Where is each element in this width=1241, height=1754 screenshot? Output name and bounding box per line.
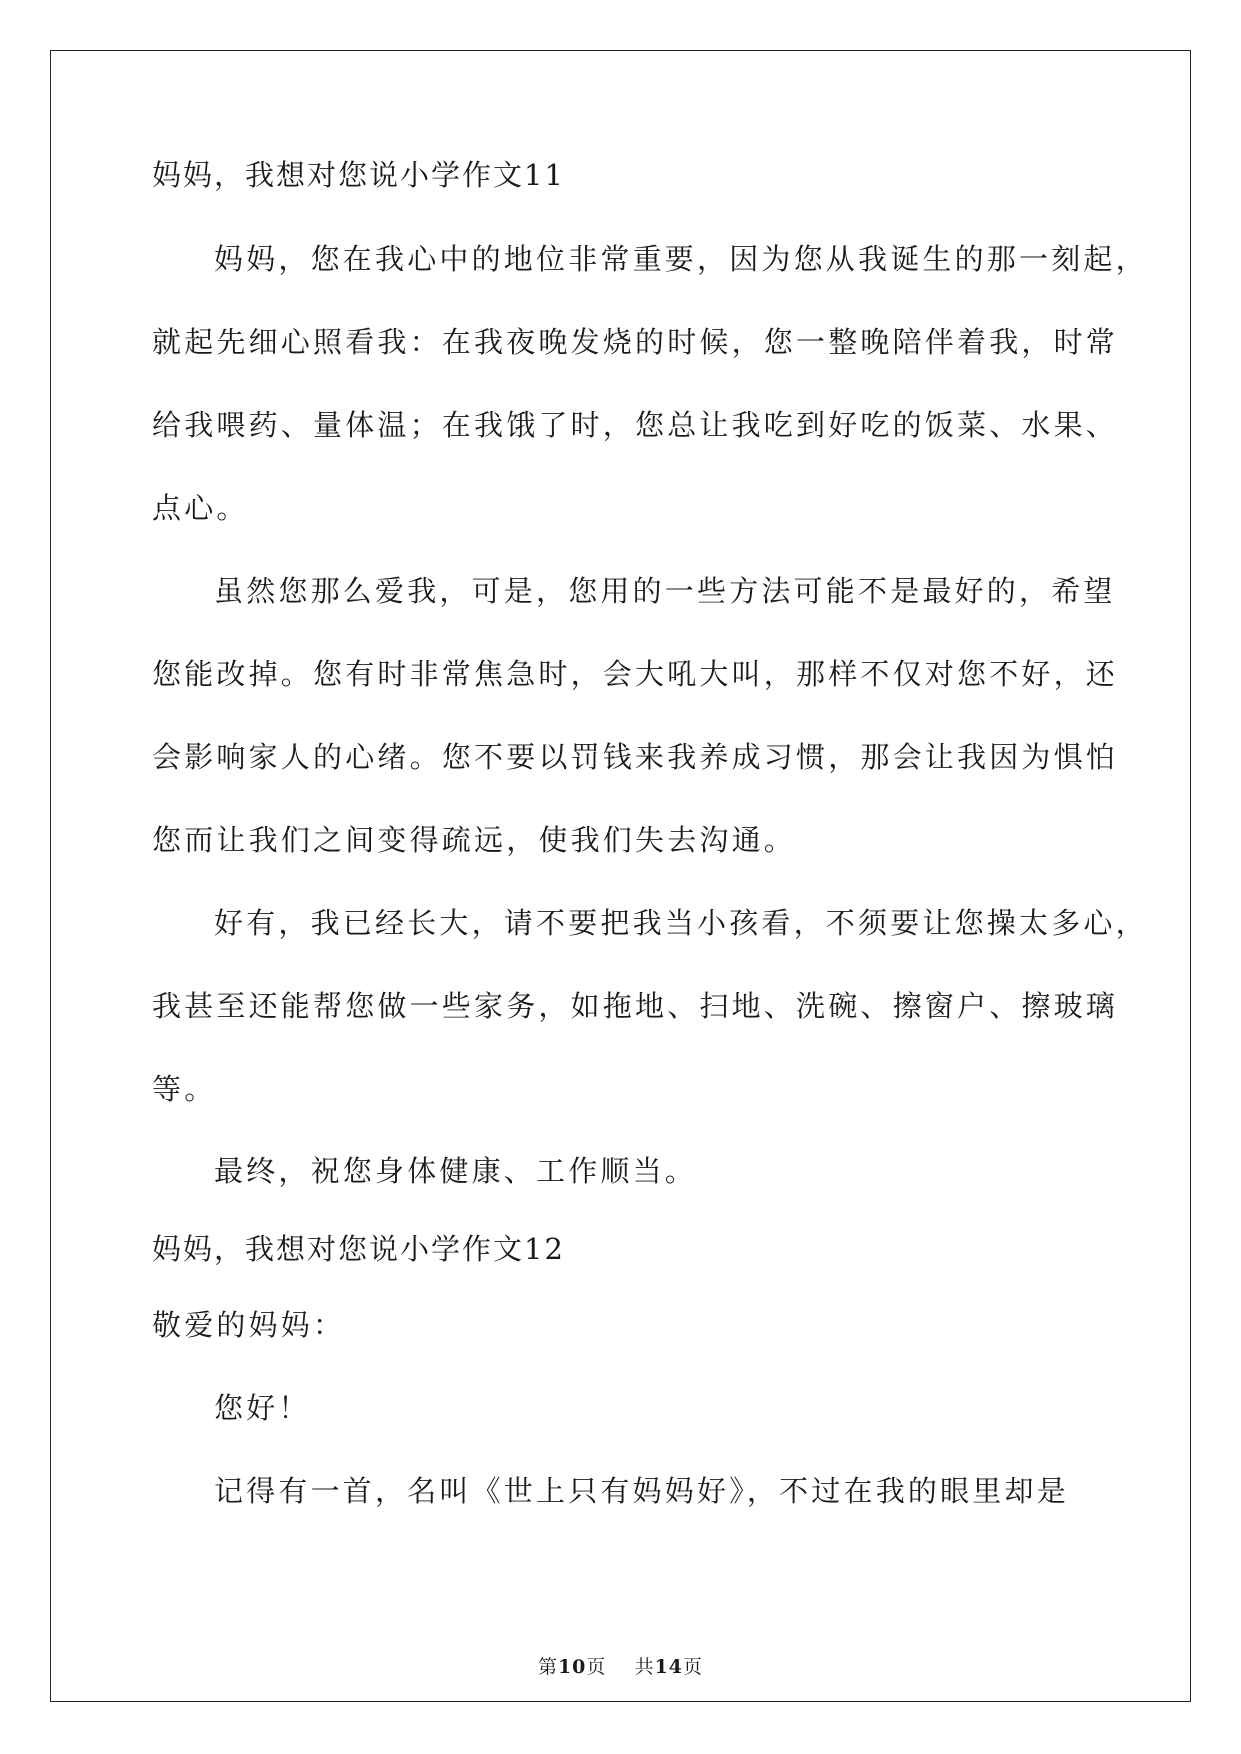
paragraph-line: 最终，祝您身体健康、工作顺当。 (214, 1154, 698, 1188)
total-page-number: 14 (654, 1656, 684, 1678)
paragraph-line: 点心。 (152, 491, 249, 525)
salutation: 敬爱的妈妈： (152, 1308, 346, 1342)
paragraph-line: 就起先细心照看我：在我夜晚发烧的时候，您一整晚陪伴着我，时常 (152, 325, 1119, 359)
footer-suffix: 页 (683, 1656, 704, 1678)
paragraph-line: 会影响家人的心绪。您不要以罚钱来我养成习惯，那会让我因为惧怕 (152, 740, 1119, 774)
paragraph-line: 妈妈，您在我心中的地位非常重要，因为您从我诞生的那一刻起， (214, 242, 1148, 276)
essay-title-12: 妈妈，我想对您说小学作文12 (152, 1232, 565, 1266)
footer-prefix: 第 (537, 1656, 558, 1678)
paragraph-line: 您能改掉。您有时非常焦急时，会大吼大叫，那样不仅对您不好，还 (152, 657, 1119, 691)
paragraph-line: 您而让我们之间变得疏远，使我们失去沟通。 (152, 823, 797, 857)
paragraph-line: 我甚至还能帮您做一些家务，如拖地、扫地、洗碗、擦窗户、擦玻璃 (152, 989, 1119, 1023)
greeting: 您好！ (214, 1391, 311, 1425)
paragraph-line: 虽然您那么爱我，可是，您用的一些方法可能不是最好的，希望 (214, 574, 1116, 608)
current-page-number: 10 (557, 1656, 587, 1678)
essay-title-11: 妈妈，我想对您说小学作文11 (152, 158, 565, 192)
paragraph-line: 记得有一首，名叫《世上只有妈妈好》，不过在我的眼里却是 (214, 1474, 1069, 1508)
paragraph-line: 等。 (152, 1072, 217, 1106)
footer-mid: 页 共 (586, 1656, 655, 1678)
paragraph-line: 好有，我已经长大，请不要把我当小孩看，不须要让您操太多心， (214, 906, 1148, 940)
page-frame (50, 50, 1191, 1702)
paragraph-line: 给我喂药、量体温；在我饿了时，您总让我吃到好吃的饭菜、水果、 (152, 408, 1119, 442)
page-footer (0, 1652, 1241, 1679)
